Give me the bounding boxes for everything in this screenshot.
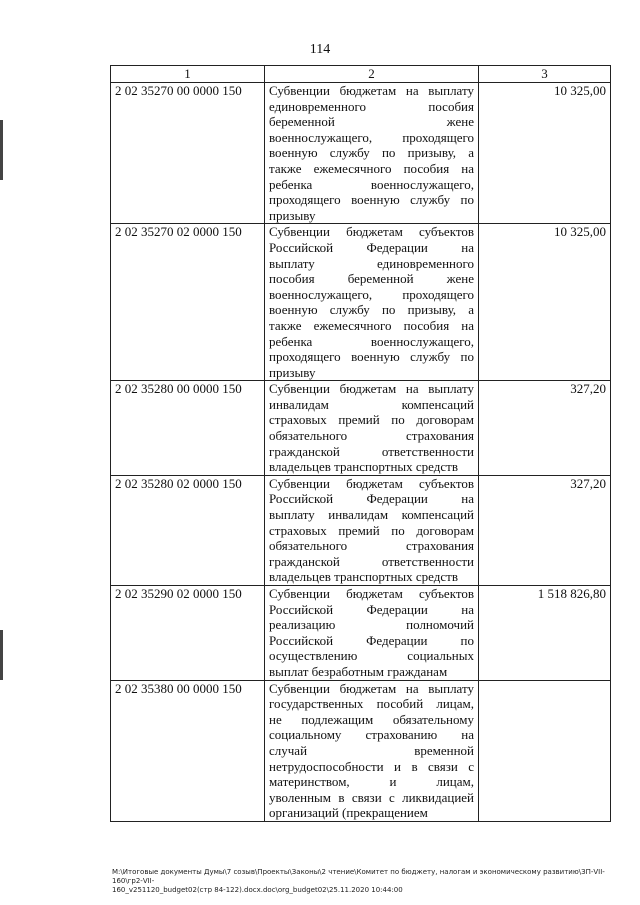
description-line: Субвенции бюджетам на выплату xyxy=(269,680,474,696)
column-header: 2 xyxy=(265,66,479,83)
amount-cell: 10 325,00 xyxy=(479,224,611,381)
footer-line: 160_v251120_budget02(стр 84-122).docx.doc\org_budget02\25.11.2020 10:44:00 xyxy=(112,886,403,894)
amount-cell: 1 518 826,80 xyxy=(479,586,611,681)
budget-code-cell: 2 02 35280 02 0000 150 xyxy=(111,475,265,585)
description-line: реализацию полномочий xyxy=(269,617,474,633)
description-cell xyxy=(265,83,479,224)
description-cell xyxy=(265,680,479,821)
table-row xyxy=(111,680,611,821)
table-row xyxy=(111,586,611,681)
description-line: ребенка военнослужащего, xyxy=(269,176,474,192)
budget-code-cell: 2 02 35290 02 0000 150 xyxy=(111,586,265,681)
page-number: 114 xyxy=(309,42,331,57)
description-line: Субвенции бюджетам субъектов xyxy=(269,586,474,601)
description-line: ребенка военнослужащего, xyxy=(269,333,474,349)
description-line: инвалидам компенсаций xyxy=(269,396,474,412)
budget-code-cell: 2 02 35270 00 0000 150 xyxy=(111,83,265,224)
budget-code-cell: 2 02 35280 00 0000 150 xyxy=(111,381,265,476)
description-line: Субвенции бюджетам субъектов xyxy=(269,224,474,240)
description-line: призыву xyxy=(269,207,316,223)
amount-cell: 327,20 xyxy=(479,381,611,476)
description-line: страховых премий по договорам xyxy=(269,522,474,538)
budget-code-cell: 2 02 35380 00 0000 150 xyxy=(111,680,265,821)
description-cell xyxy=(265,586,479,681)
description-line: обязательного страхования xyxy=(269,538,474,554)
description-line: осуществлению социальных xyxy=(269,648,474,664)
description-line: обязательного страхования xyxy=(269,428,474,444)
description-line: Российской Федерации по xyxy=(269,632,474,648)
footer-line: М:\Итоговые документы Думы\7 созыв\Проекты\Законы\2 чтение\Комитет по бюджету, налогам и экономическому развитию\ЗП-VII-160\гр2-VII- xyxy=(112,868,605,885)
description-line: проходящего военную службу по xyxy=(269,192,474,208)
description-line: единовременного пособия xyxy=(269,98,474,114)
description-cell xyxy=(265,475,479,585)
description-line: государственных пособий лицам, xyxy=(269,696,474,712)
description-line: Российской Федерации на xyxy=(269,601,474,617)
description-line: организаций (прекращением xyxy=(269,805,428,821)
budget-table xyxy=(110,65,611,822)
description-line: выплат безработным гражданам xyxy=(269,663,448,679)
table-header-row xyxy=(111,66,611,83)
description-line: страховых премий по договорам xyxy=(269,412,474,428)
description-line: владельцев транспортных средств xyxy=(269,459,458,475)
table-body xyxy=(111,83,611,822)
description-line: Российской Федерации на xyxy=(269,491,474,507)
table-row xyxy=(111,381,611,476)
description-line: владельцев транспортных средств xyxy=(269,569,458,585)
description-line: нетрудоспособности и в связи с xyxy=(269,758,474,774)
description-line: материнством, и лицам, xyxy=(269,774,474,790)
budget-code-cell: 2 02 35270 02 0000 150 xyxy=(111,224,265,381)
description-line: военнослужащего, проходящего xyxy=(269,286,474,302)
description-line: выплату единовременного xyxy=(269,255,474,271)
description-line: уволенным в связи с ликвидацией xyxy=(269,789,474,805)
description-line: военнослужащего, проходящего xyxy=(269,129,474,145)
column-header: 1 xyxy=(111,66,265,83)
description-cell xyxy=(265,381,479,476)
table-row xyxy=(111,224,611,381)
description-line: Субвенции бюджетам на выплату xyxy=(269,83,474,98)
table-row xyxy=(111,475,611,585)
scan-edge-mark xyxy=(0,120,3,180)
description-line: также ежемесячного пособия на xyxy=(269,317,474,333)
description-line: Субвенции бюджетам субъектов xyxy=(269,475,474,491)
description-line: случай временной xyxy=(269,742,474,758)
description-line: беременной жене xyxy=(269,114,474,130)
column-header: 3 xyxy=(479,66,611,83)
description-line: гражданской ответственности xyxy=(269,443,474,459)
file-path-footer xyxy=(112,868,612,895)
description-line: военную службу по призыву, а xyxy=(269,145,474,161)
description-line: Субвенции бюджетам на выплату xyxy=(269,381,474,397)
description-line: социальному страхованию на xyxy=(269,727,474,743)
description-line: не подлежащим обязательному xyxy=(269,711,474,727)
table-row xyxy=(111,83,611,224)
description-line: военную службу по призыву, а xyxy=(269,302,474,318)
description-line: выплату инвалидам компенсаций xyxy=(269,507,474,523)
description-line: пособия беременной жене xyxy=(269,271,474,287)
description-line: Российской Федерации на xyxy=(269,239,474,255)
description-line: гражданской ответственности xyxy=(269,553,474,569)
amount-cell xyxy=(479,680,611,821)
description-line: призыву xyxy=(269,364,316,380)
amount-cell: 10 325,00 xyxy=(479,83,611,224)
scan-edge-mark xyxy=(0,630,3,680)
description-line: также ежемесячного пособия на xyxy=(269,160,474,176)
description-cell xyxy=(265,224,479,381)
description-line: проходящего военную службу по xyxy=(269,349,474,365)
amount-cell: 327,20 xyxy=(479,475,611,585)
